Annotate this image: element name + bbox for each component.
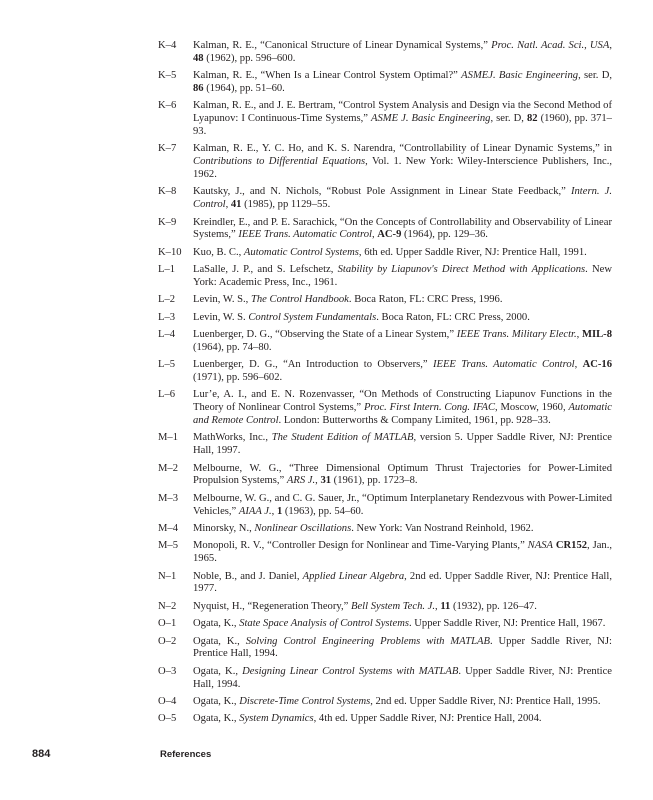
italic-text: Proc. First Intern. Cong. IFAC: [363, 402, 496, 414]
text-segment: , version 5. Upper Saddle River, NJ: Prentice Hall, 1997.: [193, 432, 612, 457]
reference-text: [193, 432, 612, 458]
italic-text: NASA: [527, 540, 553, 552]
reference-label: M–3: [158, 492, 179, 504]
page-number: 884: [32, 748, 51, 761]
text-segment: , Vol. 1. New York: Wiley-Interscience Publishers, Inc., 1962.: [193, 156, 612, 180]
reference-label: L–4: [158, 329, 176, 341]
text-segment: , 2nd ed. Upper Saddle River, NJ: Prentice Hall, 1995.: [370, 695, 601, 707]
bold-text: 11: [440, 600, 451, 612]
text-segment: (1963), pp. 54–60.: [282, 505, 364, 517]
text-segment: , ser. D,: [490, 113, 527, 125]
reference-entry: [158, 264, 612, 290]
reference-label: M–5: [158, 540, 179, 552]
reference-text: [193, 540, 612, 566]
text-segment: , Moscow, 1960,: [495, 402, 569, 414]
running-title: References: [160, 749, 212, 761]
text-segment: (1960), pp. 371–93.: [193, 113, 612, 137]
text-segment: . Boca Raton, FL: CRC Press, 1996.: [348, 294, 503, 306]
reference-label: N–1: [158, 570, 177, 582]
reference-text: [193, 217, 612, 243]
reference-entry: [158, 540, 612, 566]
reference-text: [193, 696, 612, 709]
text-segment: Ogata, K.,: [193, 713, 240, 725]
reference-entry: [158, 389, 612, 427]
text-segment: Minorsky, N.,: [193, 523, 255, 534]
text-segment: . New York: Van Nostrand Reinhold, 1962.: [351, 523, 534, 534]
text-segment: Noble, B., and J. Daniel,: [193, 570, 303, 582]
reference-entry: [158, 493, 612, 519]
reference-entry: [158, 247, 612, 260]
reference-text: [193, 312, 612, 325]
bold-text: 1: [276, 505, 283, 517]
text-segment: Ogata, K.,: [193, 665, 243, 677]
reference-list: [158, 40, 612, 726]
text-segment: ,: [609, 40, 612, 51]
reference-text: [193, 636, 612, 662]
reference-text: [193, 618, 612, 631]
reference-label: O–5: [158, 713, 177, 725]
reference-label: K–6: [158, 100, 177, 112]
italic-text: Contributions to Differential Equations: [193, 156, 366, 168]
bold-text: CR152: [555, 540, 588, 552]
reference-entry: [158, 523, 612, 536]
text-segment: Kalman, R. E., “Canonical Structure of Linear Dynamical Systems,”: [193, 40, 492, 51]
reference-entry: [158, 186, 612, 212]
text-segment: Kreindler, E., and P. E. Sarachick, “On the Concepts of Controllability and Observability of Linear Systems,”: [193, 216, 612, 241]
text-segment: Nyquist, H., “Regeneration Theory,”: [193, 600, 351, 612]
reference-text: [193, 666, 612, 692]
italic-text: ASMEJ. Basic Engineering: [461, 70, 579, 82]
text-segment: ,: [271, 505, 277, 517]
reference-label: L–5: [158, 359, 176, 371]
italic-text: ASME J. Basic Engineering: [371, 113, 491, 125]
italic-text: The Student Edition of MATLAB: [271, 432, 414, 444]
italic-text: Automatic and Remote Control: [193, 402, 612, 427]
text-segment: Kautsky, J., and N. Nichols, “Robust Pole Assignment in Linear State Feedback,”: [193, 186, 571, 198]
text-segment: . Boca Raton, FL: CRC Press, 2000.: [376, 311, 530, 323]
reference-text: [193, 463, 612, 489]
text-segment: (1985), pp 1129–55.: [241, 199, 331, 211]
text-segment: Ogata, K.,: [193, 618, 240, 630]
reference-entry: [158, 100, 612, 138]
text-segment: Luenberger, D. G., “An Introduction to Observers,”: [193, 359, 433, 371]
reference-text: [193, 601, 612, 614]
italic-text: State Space Analysis of Control Systems: [239, 618, 409, 630]
text-segment: Ogata, K.,: [193, 635, 246, 647]
text-segment: Monopoli, R. V., “Controller Design for Nonlinear and Time-Varying Plants,”: [193, 540, 528, 552]
text-segment: . Upper Saddle River, NJ: Prentice Hall, 1994.: [193, 635, 612, 660]
text-segment: Levin, W. S.,: [193, 294, 251, 306]
text-segment: (1964), pp. 129–36.: [401, 229, 488, 241]
text-segment: Kalman, R. E., “When Is a Linear Control System Optimal?”: [193, 70, 462, 82]
reference-label: M–1: [158, 432, 179, 444]
reference-entry: [158, 432, 612, 458]
reference-label: O–1: [158, 618, 177, 630]
reference-label: L–1: [158, 264, 176, 276]
text-segment: ,: [576, 329, 582, 341]
bold-text: AC-16: [582, 359, 613, 371]
italic-text: Proc. Natl. Acad. Sci., USA: [491, 40, 610, 51]
reference-label: O–4: [158, 695, 177, 707]
text-segment: , 4th ed. Upper Saddle River, NJ: Prentice Hall, 2004.: [313, 713, 542, 725]
text-segment: . New York: Academic Press, Inc., 1961.: [193, 264, 612, 288]
italic-text: Automatic Control Systems: [243, 246, 359, 258]
reference-text: [193, 571, 612, 597]
italic-text: AIAA J.: [238, 505, 272, 517]
text-segment: . Upper Saddle River, NJ: Prentice Hall, 1994.: [193, 665, 612, 690]
reference-label: K–8: [158, 186, 177, 198]
reference-entry: [158, 713, 612, 726]
text-segment: Melbourne, W. G., and C. G. Sauer, Jr., “Optimum Interplanetary Rendezvous with Power-Limited Vehicles,”: [193, 492, 612, 517]
text-segment: Luenberger, D. G., “Observing the State of a Linear System,”: [193, 329, 457, 341]
bold-text: AC-9: [377, 229, 402, 241]
reference-entry: [158, 143, 612, 181]
page-footer: [0, 748, 653, 764]
italic-text: IEEE Trans. Military Electr.: [456, 329, 577, 341]
text-segment: (1932), pp. 126–47.: [450, 600, 537, 612]
text-segment: LaSalle, J. P., and S. Lefschetz,: [193, 264, 338, 276]
text-segment: , 6th ed. Upper Saddle River, NJ: Prentice Hall, 1991.: [358, 246, 587, 258]
reference-entry: [158, 636, 612, 662]
bold-text: 41: [230, 199, 242, 211]
text-segment: , ser. D,: [578, 70, 612, 82]
reference-text: [193, 186, 612, 212]
reference-entry: [158, 696, 612, 709]
reference-entry: [158, 601, 612, 614]
italic-text: Solving Control Engineering Problems with MATLAB: [245, 635, 490, 647]
bold-text: 86: [193, 82, 204, 94]
reference-label: K–10: [158, 246, 182, 258]
italic-text: ARS J.: [286, 475, 316, 487]
reference-text: [193, 294, 612, 307]
text-segment: . Upper Saddle River, NJ: Prentice Hall, 1967.: [408, 618, 606, 630]
reference-text: [193, 493, 612, 519]
reference-entry: [158, 571, 612, 597]
reference-label: M–4: [158, 523, 179, 534]
text-segment: MathWorks, Inc.,: [193, 432, 272, 444]
reference-text: [193, 100, 612, 138]
text-segment: ,: [435, 600, 441, 612]
reference-entry: [158, 359, 612, 385]
italic-text: Discrete-Time Control Systems: [239, 695, 371, 707]
reference-text: [193, 40, 612, 66]
bold-text: 48: [193, 52, 204, 64]
text-segment: Lur’e, A. I., and E. N. Rozenvasser, “On Methods of Constructing Liapunov Functions in the Theory of Nonlinear Control Systems,”: [193, 389, 612, 414]
reference-label: L–2: [158, 294, 176, 306]
bold-text: 82: [526, 113, 538, 125]
reference-entry: [158, 463, 612, 489]
text-segment: ,: [574, 359, 583, 371]
text-segment: ,: [225, 199, 231, 211]
text-segment: (1961), pp. 1723–8.: [331, 475, 418, 487]
text-segment: Kuo, B. C.,: [193, 246, 244, 258]
text-segment: Ogata, K.,: [193, 695, 240, 707]
reference-text: [193, 264, 612, 290]
bold-text: MIL-8: [581, 329, 612, 341]
text-segment: ,: [371, 229, 378, 241]
reference-text: [193, 359, 612, 385]
reference-entry: [158, 329, 612, 355]
reference-text: [193, 143, 612, 181]
text-segment: (1962), pp. 596–600.: [203, 52, 296, 64]
reference-label: L–3: [158, 311, 176, 323]
reference-label: O–3: [158, 665, 177, 677]
reference-entry: [158, 217, 612, 243]
italic-text: Nonlinear Oscillations: [254, 523, 352, 534]
reference-label: K–5: [158, 70, 177, 82]
reference-text: [193, 523, 612, 536]
text-segment: (1971), pp. 596–602.: [193, 372, 283, 384]
reference-label: K–7: [158, 143, 177, 155]
reference-entry: [158, 666, 612, 692]
text-segment: , Jan., 1965.: [193, 540, 612, 565]
bold-text: 31: [320, 475, 332, 487]
text-segment: ,: [315, 475, 321, 487]
reference-entry: [158, 40, 612, 66]
reference-text: [193, 713, 612, 726]
text-segment: (1964), pp. 74–80.: [193, 341, 272, 353]
text-segment: Melbourne, W. G., “Three Dimensional Optimum Thrust Trajectories for Power-Limited Propulsion Systems,”: [193, 462, 612, 487]
reference-text: [193, 329, 612, 355]
italic-text: Applied Linear Algebra: [302, 570, 405, 582]
reference-text: [193, 389, 612, 427]
reference-text: [193, 70, 612, 96]
reference-entry: [158, 70, 612, 96]
reference-label: M–2: [158, 462, 179, 474]
reference-label: K–9: [158, 216, 177, 228]
text-segment: (1964), pp. 51–60.: [203, 82, 285, 94]
italic-text: IEEE Trans. Automatic Control: [238, 229, 372, 241]
reference-text: [193, 247, 612, 260]
italic-text: IEEE Trans. Automatic Control: [432, 359, 575, 371]
reference-entry: [158, 618, 612, 631]
reference-label: N–2: [158, 600, 177, 612]
page: [0, 40, 653, 764]
text-segment: Levin, W. S.: [193, 311, 249, 323]
italic-text: The Control Handbook: [250, 294, 349, 306]
italic-text: Designing Linear Control Systems with MATLAB: [242, 665, 459, 677]
reference-label: K–4: [158, 40, 177, 51]
italic-text: Intern. J. Control: [193, 186, 612, 211]
italic-text: Stability by Liapunov's Direct Method with Applications: [337, 264, 586, 276]
text-segment: Kalman, R. E., Y. C. Ho, and K. S. Narendra, “Controllability of Linear Dynamic Systems,” in: [193, 143, 612, 155]
italic-text: Control System Fundamentals: [248, 311, 377, 323]
text-segment: . London: Butterworths & Company Limited, 1961, pp. 928–33.: [278, 415, 551, 427]
reference-label: O–2: [158, 635, 177, 647]
text-segment: Kalman, R. E., and J. E. Bertram, “Control System Analysis and Design via the Second Method of Lyapunov: I Continuous-Time Systems,”: [193, 100, 612, 125]
reference-label: L–6: [158, 389, 176, 401]
italic-text: Bell System Tech. J.: [350, 600, 436, 612]
text-segment: , 2nd ed. Upper Saddle River, NJ: Prentice Hall, 1977.: [193, 570, 612, 595]
reference-entry: [158, 294, 612, 307]
reference-entry: [158, 312, 612, 325]
italic-text: System Dynamics: [239, 713, 314, 725]
